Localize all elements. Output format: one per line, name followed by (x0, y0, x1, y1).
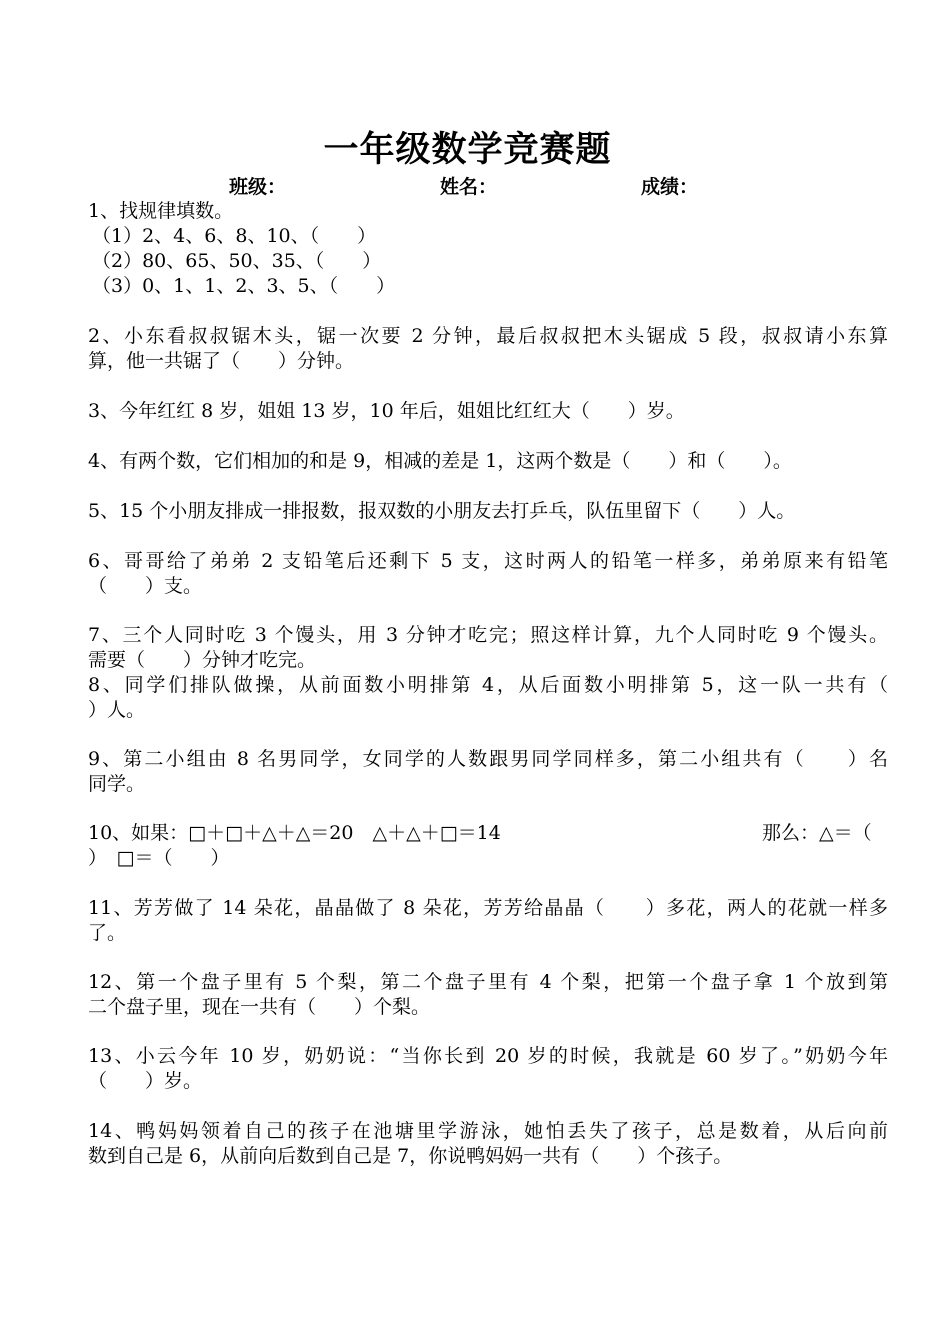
question-9-line-2: 同学。 (88, 773, 146, 795)
question-2-line-1: 2、小东看叔叔锯木头，锯一次要 2 分钟，最后叔叔把木头锯成 5 段，叔叔请小东算 (88, 325, 888, 347)
question-1-part-2: （2）80、65、50、35、（ ） (92, 250, 382, 272)
question-11-line-1: 11、芳芳做了 14 朵花，晶晶做了 8 朵花，芳芳给晶晶（ ）多花，两人的花就一样多 (88, 897, 888, 919)
question-6-line-1: 6、哥哥给了弟弟 2 支铅笔后还剩下 5 支，这时两人的铅笔一样多，弟弟原来有铅笔 (88, 550, 888, 572)
score-label: 成绩： (641, 176, 699, 198)
class-label: 班级： (229, 176, 287, 198)
page-title: 一年级数学竞赛题 (323, 130, 612, 170)
question-4-line-1: 4、有两个数，它们相加的和是 9，相减的差是 1，这两个数是（ ）和（ ）。 (88, 450, 792, 472)
question-13-line-1: 13、小云今年 10 岁，奶奶说：“当你长到 20 岁的时候，我就是 60 岁了。”奶奶今年 (88, 1045, 888, 1067)
question-7-line-2: 需要（ ）分钟才吃完。 (88, 649, 317, 671)
question-9-line-1: 9、第二小组由 8 名男同学，女同学的人数跟男同学同样多，第二小组共有（ ）名 (88, 748, 888, 770)
question-1-part-1: （1）2、4、6、8、10、（ ） (92, 225, 377, 247)
question-12-line-2: 二个盘子里，现在一共有（ ）个梨。 (88, 996, 431, 1018)
question-7-line-1: 7、三个人同时吃 3 个馒头，用 3 分钟才吃完；照这样计算，九个人同时吃 9 个馒头。 (88, 624, 888, 646)
question-10-line-2: ） □＝（ ） (88, 847, 230, 869)
question-1-stem: 1、找规律填数。 (88, 200, 234, 222)
question-10-line-1-right: 那么：△＝（ (762, 822, 872, 844)
question-6-line-2: （ ）支。 (88, 575, 203, 597)
question-3-line-1: 3、今年红红 8 岁，姐姐 13 岁，10 年后，姐姐比红红大（ ）岁。 (88, 400, 685, 422)
name-label: 姓名： (440, 176, 498, 198)
question-8-line-2: ）人。 (88, 699, 146, 721)
question-12-line-1: 12、第一个盘子里有 5 个梨，第二个盘子里有 4 个梨，把第一个盘子拿 1 个放到第 (88, 971, 888, 993)
question-14-line-2: 数到自己是 6，从前向后数到自己是 7，你说鸭妈妈一共有（ ）个孩子。 (88, 1145, 733, 1167)
question-14-line-1: 14、鸭妈妈领着自己的孩子在池塘里学游泳，她怕丢失了孩子，总是数着，从后向前 (88, 1120, 888, 1142)
question-13-line-2: （ ）岁。 (88, 1070, 203, 1092)
question-8-line-1: 8、同学们排队做操，从前面数小明排第 4，从后面数小明排第 5，这一队一共有（ (88, 674, 888, 696)
question-1-part-3: （3）0、1、1、2、3、5、（ ） (92, 275, 396, 297)
question-5-line-1: 5、15 个小朋友排成一排报数，报双数的小朋友去打乒乓，队伍里留下（ ）人。 (88, 500, 796, 522)
question-2-line-2: 算，他一共锯了（ ）分钟。 (88, 350, 355, 372)
question-11-line-2: 了。 (88, 922, 127, 944)
question-10-line-1-left: 10、如果：□＋□＋△＋△＝20 △＋△＋□＝14 (88, 822, 501, 844)
